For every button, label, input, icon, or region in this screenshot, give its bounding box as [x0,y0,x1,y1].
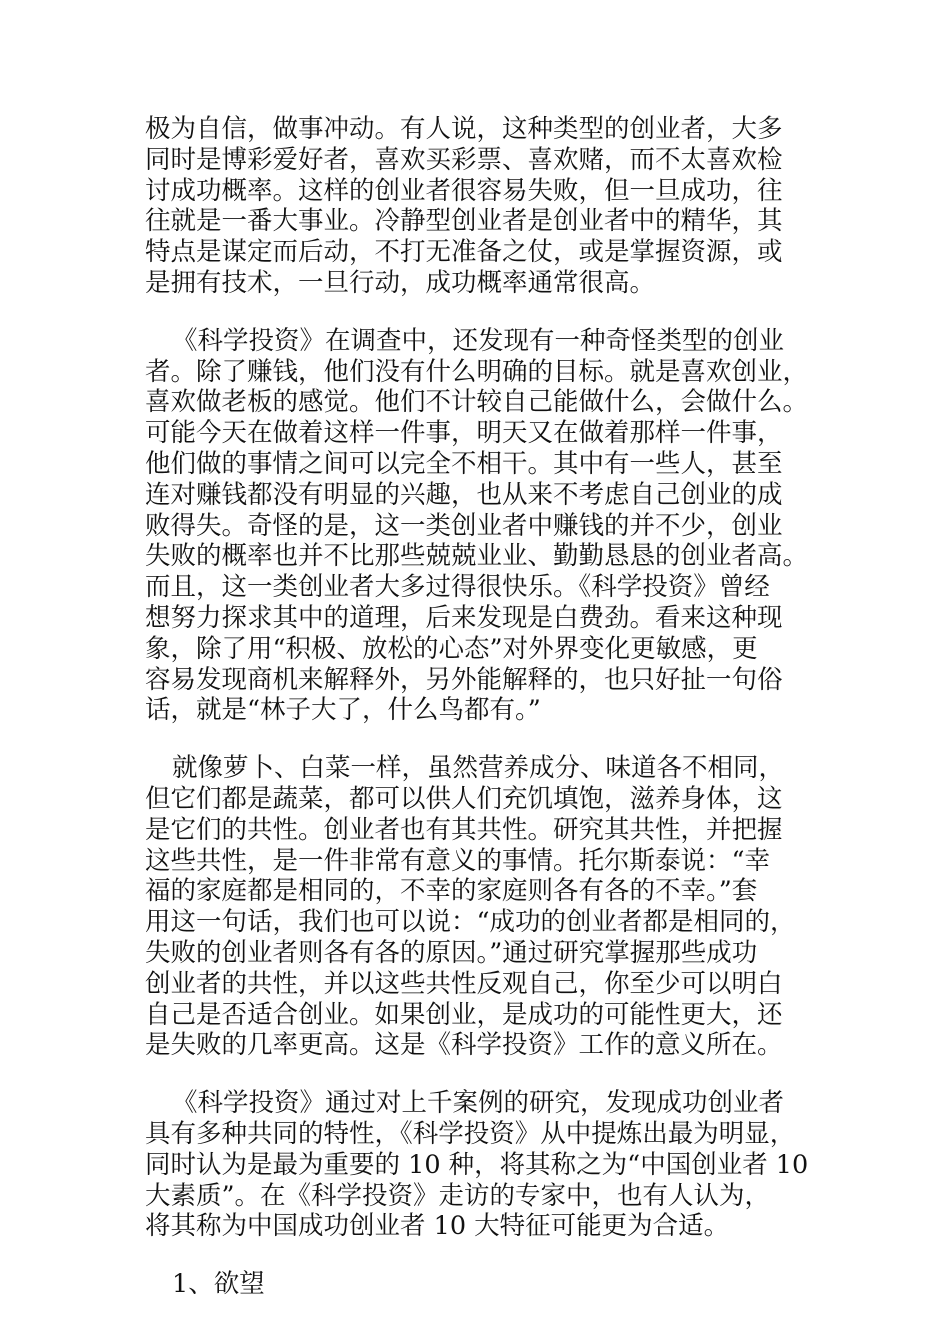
paragraph-line: 败得失。奇怪的是，这一类创业者中赚钱的并不少，创业 [145,510,783,541]
paragraph-line: 福的家庭都是相同的，不幸的家庭则各有各的不幸。”套 [145,876,758,907]
paragraph-line: 特点是谋定而后动，不打无准备之仗，或是掌握资源，或 [145,237,783,268]
paragraph-line: 可能今天在做着这样一件事，明天又在做着那样一件事， [145,418,783,449]
document-body [145,114,809,1327]
paragraph-1 [145,114,805,299]
paragraph-line: 连对赚钱都没有明显的兴趣，也从来不考虑自己创业的成 [145,479,783,510]
paragraph-line: 《科学投资》通过对上千案例的研究，发现成功创业者 [172,1088,785,1119]
paragraph-line: 这些共性，是一件非常有意义的事情。托尔斯泰说：“幸 [145,845,771,876]
paragraph-line: 他们做的事情之间可以完全不相干。其中有一些人，甚至 [145,448,783,479]
paragraph-line: 象，除了用“积极、放松的心态”对外界变化更敏感，更 [145,633,758,664]
paragraph-line: 失败的创业者则各有各的原因。”通过研究掌握那些成功 [145,937,758,968]
section-heading-text: 1、欲望 [172,1269,265,1300]
paragraph-line: 者。除了赚钱，他们没有什么明确的目标。就是喜欢创业， [145,356,809,387]
paragraph-line: 极为自信，做事冲动。有人说，这种类型的创业者，大多 [145,114,783,144]
paragraph-2 [145,325,809,726]
paragraph-line: 话，就是“林子大了，什么鸟都有。” [145,695,541,726]
paragraph-line: 将其称为中国成功创业者 10 大特征可能更为合适。 [145,1211,730,1242]
paragraph-line: 同时是博彩爱好者，喜欢买彩票、喜欢赌，而不太喜欢检 [145,144,783,175]
paragraph-line: 就像萝卜、白菜一样，虽然营养成分、味道各不相同， [172,753,785,784]
paragraph-line: 但它们都是蔬菜，都可以供人们充饥填饱，滋养身体，这 [145,783,783,814]
paragraph-line: 是它们的共性。创业者也有其共性。研究其共性，并把握 [145,814,783,845]
paragraph-line: 想努力探求其中的道理，后来发现是白费劲。看来这种现 [145,602,783,633]
paragraph-line: 往就是一番大事业。冷静型创业者是创业者中的精华，其 [145,206,783,237]
paragraph-4 [145,1088,809,1242]
paragraph-line: 具有多种共同的特性，《科学投资》从中提炼出最为明显， [145,1118,796,1149]
section-heading [145,1269,805,1300]
paragraph-line: 容易发现商机来解释外，另外能解释的，也只好扯一句俗 [145,664,783,695]
paragraph-line: 是拥有技术，一旦行动，成功概率通常很高。 [145,267,656,298]
paragraph-line: 失败的概率也并不比那些兢兢业业、勤勤恳恳的创业者高。 [145,541,809,572]
paragraph-line: 自己是否适合创业。如果创业，是成功的可能性更大，还 [145,999,783,1030]
paragraph-line: 用这一句话，我们也可以说：“成功的创业者都是相同的， [145,907,796,938]
paragraph-line: 讨成功概率。这样的创业者很容易失败，但一旦成功，往 [145,175,783,206]
paragraph-line: 喜欢做老板的感觉。他们不计较自己能做什么，会做什么。 [145,387,809,418]
paragraph-line: 而且，这一类创业者大多过得很快乐。《科学投资》曾经 [145,572,770,603]
paragraph-line: 创业者的共性，并以这些共性反观自己，你至少可以明白 [145,968,783,999]
paragraph-line: 大素质”。在《科学投资》走访的专家中，也有人认为， [145,1180,771,1211]
paragraph-3 [145,753,805,1061]
paragraph-line: 是失败的几率更高。这是《科学投资》工作的意义所在。 [145,1030,783,1061]
paragraph-line: 《科学投资》在调查中，还发现有一种奇怪类型的创业 [172,325,785,356]
paragraph-line: 同时认为是最为重要的 10 种，将其称之为“中国创业者 10 [145,1149,809,1180]
